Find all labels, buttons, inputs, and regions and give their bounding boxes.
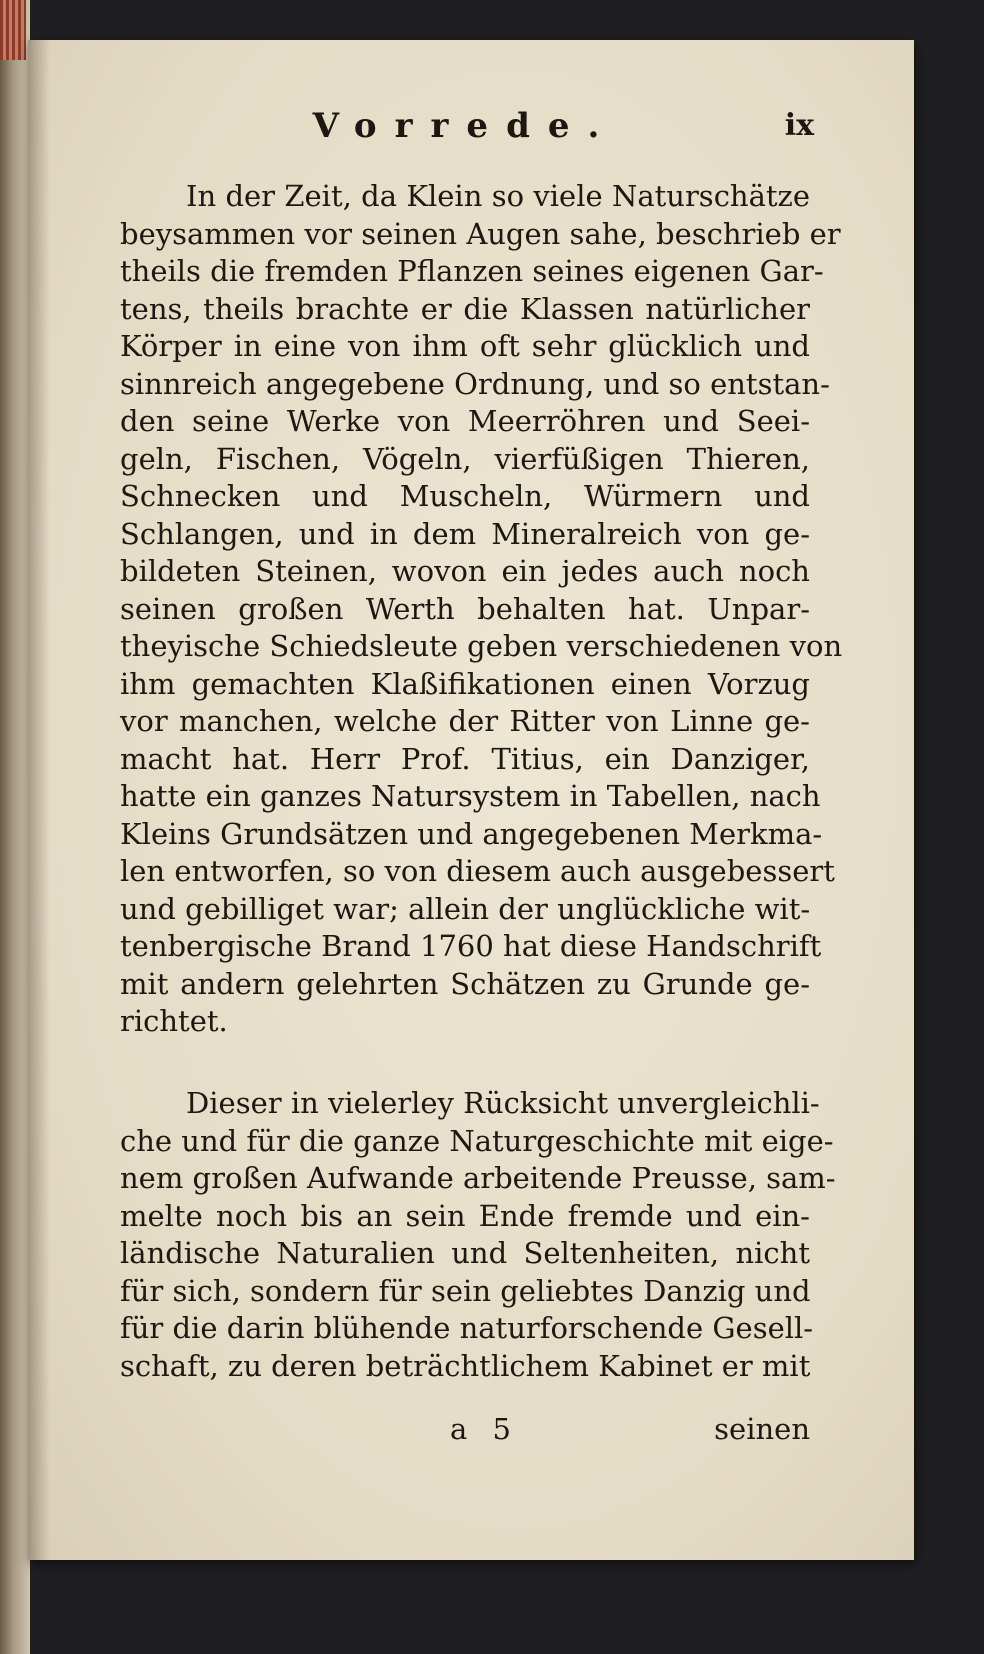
text-line: für sich, sondern für sein geliebtes Danzig und bbox=[120, 1273, 811, 1308]
page-number: ix bbox=[784, 108, 814, 143]
text-line: sinnreich angegebene Ordnung, und so entstan- bbox=[120, 366, 830, 401]
paragraph-2 bbox=[120, 1085, 836, 1385]
page-footer bbox=[120, 1412, 810, 1450]
text-line: ihm gemachten Klaßifikationen einen Vorzug bbox=[120, 666, 810, 701]
text-line: den seine Werke von Meerröhren und Seei- bbox=[120, 404, 810, 438]
text-line: che und für die ganze Naturgeschichte mit eige- bbox=[120, 1123, 834, 1158]
text-line: und gebilliget war; allein der unglückliche wit- bbox=[120, 891, 811, 926]
paragraph-1 bbox=[120, 178, 843, 1041]
text-line: mit andern gelehrten Schätzen zu Grunde ge- bbox=[120, 966, 810, 1001]
text-line: geln, Fischen, Vögeln, vierfüßigen Thieren, bbox=[120, 441, 810, 476]
text-line: seinen großen Werth behalten hat. Unpar- bbox=[120, 591, 810, 626]
text-line: Dieser in vielerley Rücksicht unvergleichli- bbox=[186, 1086, 820, 1120]
text-line: hatte ein ganzes Natursystem in Tabellen, nach bbox=[120, 779, 821, 813]
text-line: len entworfen, so von diesem auch ausgebessert bbox=[120, 854, 835, 888]
text-line: für die darin blühende naturforschende Gesell- bbox=[120, 1311, 814, 1345]
text-line: tenbergische Brand 1760 hat diese Handschrift bbox=[120, 929, 822, 963]
text-line: bildeten Steinen, wovon ein jedes auch noch bbox=[120, 554, 810, 588]
text-line: macht hat. Herr Prof. Titius, ein Danziger, bbox=[120, 741, 810, 776]
text-line: theils die fremden Pflanzen seines eigenen Gar- bbox=[120, 254, 824, 288]
text-line: theyische Schiedsleute geben verschiedenen von bbox=[120, 629, 843, 663]
page-gutter-shadow bbox=[28, 40, 50, 1560]
text-line: melte noch bis an sein Ende fremde und ein- bbox=[120, 1198, 810, 1233]
text-line: richtet. bbox=[120, 1004, 228, 1038]
running-title: Vorrede. bbox=[312, 106, 618, 146]
text-line: Schlangen, und in dem Mineralreich von ge- bbox=[120, 516, 810, 551]
catchword: seinen bbox=[714, 1412, 810, 1446]
text-line: schaft, zu deren beträchtlichem Kabinet er mit bbox=[120, 1348, 811, 1383]
text-line: In der Zeit, da Klein so viele Naturschätze bbox=[186, 179, 810, 213]
text-line: Schnecken und Muscheln, Würmern und bbox=[120, 479, 810, 513]
text-line: vor manchen, welche der Ritter von Linne ge- bbox=[120, 704, 810, 738]
text-line: beysammen vor seinen Augen sahe, beschrieb er bbox=[120, 216, 841, 251]
bookmark-ribbon bbox=[0, 0, 26, 60]
signature-mark: a 5 bbox=[450, 1412, 519, 1446]
page-header bbox=[120, 106, 814, 146]
text-line: Körper in eine von ihm oft sehr glücklich und bbox=[120, 329, 810, 363]
book-page bbox=[28, 40, 914, 1560]
text-line: nem großen Aufwande arbeitende Preusse, sam- bbox=[120, 1161, 836, 1195]
book-spine-edge bbox=[0, 0, 30, 1654]
text-line: tens, theils brachte er die Klassen natürlicher bbox=[120, 291, 810, 326]
text-line: ländische Naturalien und Seltenheiten, nicht bbox=[120, 1236, 810, 1270]
text-line: Kleins Grundsätzen und angegebenen Merkma- bbox=[120, 816, 823, 851]
